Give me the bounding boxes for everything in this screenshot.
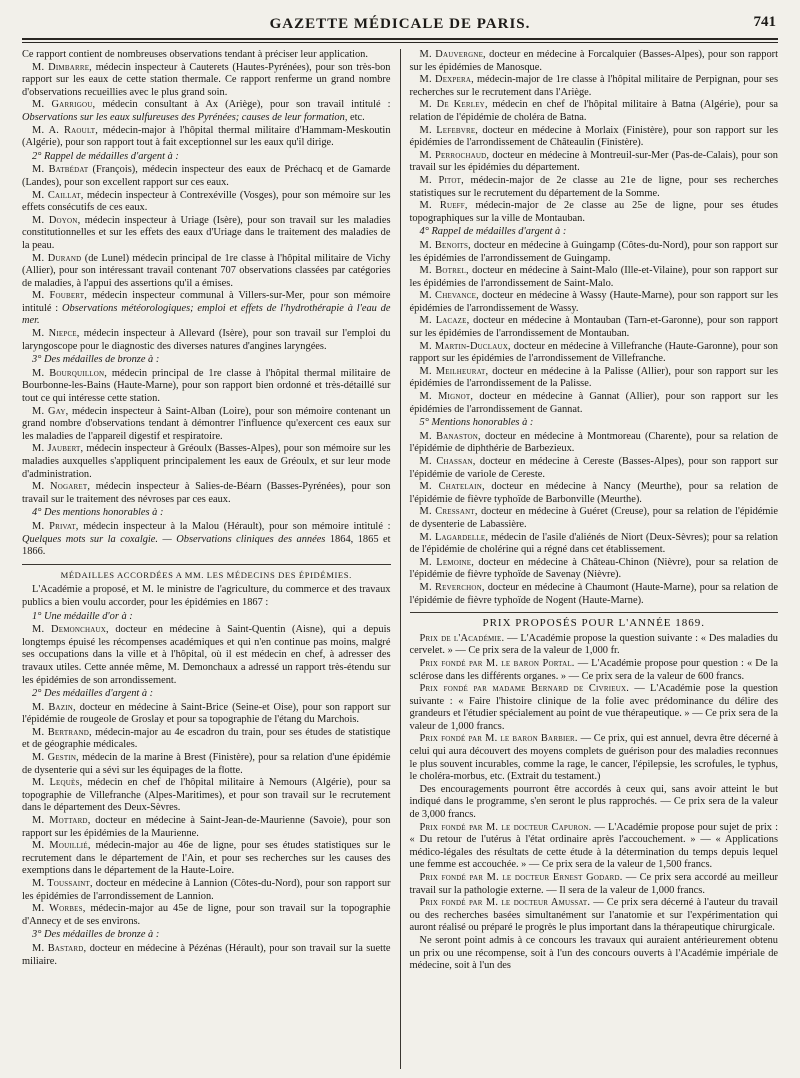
person-name: M. Dimbarre, (32, 61, 92, 73)
section-heading: MÉDAILLES ACCORDÉES A MM. LES MÉDECINS DES ÉPIDÉMIES. (60, 569, 352, 580)
award-text: (de Lunel) médecin principal de 1re classe à l'hôpital militaire de Vichy (Allier), pour son intéressant travail contenant 707 observations classées par catégories de maladies, à l'appui des assertions qu'il a émises. (22, 252, 391, 289)
award-entry (22, 903, 391, 928)
person-name: M. Mottard, (32, 815, 91, 827)
award-text: médecin-major de 2e classe au 25e de ligne, pour ses études topographiques sur la ville de Montauban. (409, 200, 778, 224)
award-text: docteur en médecine à Pézénas (Hérault), pour son travail sur la suette miliaire. (22, 942, 391, 967)
award-text: médecin inspecteur à Cauterets (Hautes-Pyrénées), pour son très-bon rapport sur les eaux de cette station thermale. Ce rapport renferme un grand nombre d'observations recueillies avec le plus grand soin. (22, 61, 391, 98)
award-entry (410, 557, 779, 582)
prize-entry (410, 872, 779, 897)
person-name: M. Lacaze, (419, 315, 470, 327)
person-name: M. Cressant, (419, 506, 478, 518)
award-entry (22, 727, 391, 752)
person-name: M. Garrigou, (32, 99, 96, 111)
person-name: M. Reverchon, (419, 581, 485, 593)
award-entry (410, 200, 779, 225)
award-text: médecin consultant à Ax (Ariège), pour son travail intitulé : (95, 99, 391, 111)
award-entry (22, 752, 391, 777)
award-text: docteur en médecine à Saint-Jean-de-Maurienne (Savoie), pour son rapport sur les épidémies de la Maurienne. (22, 815, 391, 839)
prize-text: — L'Académie propose la question suivante : « Des maladies du cervelet. » — Ce prix sera de la valeur de 1,000 fr. (409, 632, 778, 657)
award-text: docteur en médecine à Château-Chinon (Nièvre), pour sa relation de l'épidémie de fièvre typhoïde de Savenay (Nièvre). (409, 556, 778, 581)
prize-label: Prix fondé par M. le baron Portal. (419, 657, 575, 669)
award-text: médecin en chef de l'hôpital militaire à Batna (Algérie), pour sa relation de l'épidémie de choléra de Batna. (409, 99, 778, 123)
award-text: 1864, 1865 et 1866. (22, 533, 391, 558)
award-entry (410, 582, 779, 607)
text-columns (22, 49, 778, 1069)
award-text: docteur en médecine à la Palisse (Allier), pour son rapport sur les épidémies de l'arrondissement de la Palisse. (409, 365, 778, 390)
award-entry (410, 99, 779, 124)
award-entry (22, 777, 391, 815)
person-name: M. Meilheurat, (419, 365, 489, 377)
award-entry (410, 315, 779, 340)
prize-label: Prix fondé par madame Bernard de Civrieux. (419, 683, 630, 695)
person-name: M. Bertrand, (32, 726, 92, 738)
award-entry (22, 943, 391, 968)
subsection-heading: 4° Des mentions honorables à : (32, 507, 164, 519)
award-entry (410, 175, 779, 200)
award-entry (22, 406, 391, 444)
award-text: docteur en médecine à Saint-Quentin (Aisne), qui a depuis longtemps épuisé les récompenses académiques et qui n'en continue pas moins, malgré ses occupations dans la ville et à l'hôpital, où il est médecin en chef, à adresser des travaux utiles. Cette année même, M. Demonchaux a adressé un rapport très-étendu sur les épidémies de son arrondissement. (22, 624, 391, 686)
award-entry (22, 253, 391, 291)
award-text: médecin inspecteur à Contrexéville (Vosges), pour son mémoire sur les effets consécutifs de ces eaux. (22, 189, 391, 214)
person-name: M. Rueff, (419, 200, 468, 212)
award-text: médecin de la marine à Brest (Finistère), pour sa relation d'une épidémie de dysenterie qui a sévi sur les équipages de la flotte. (22, 752, 391, 776)
award-entry (410, 265, 779, 290)
work-title: Observations météorologiques; emploi et effets de l'hydrothérapie à l'eau de mer. (22, 302, 391, 327)
prize-entry (410, 658, 779, 683)
paragraph: Ce rapport contient de nombreuses observations tendant à préciser leur application. (22, 49, 368, 60)
person-name: M. Chassan, (419, 456, 476, 467)
award-text: docteur en médecine à Forcalquier (Basses-Alpes), pour son rapport sur les épidémies de Manosque. (409, 49, 778, 73)
prize-entry (410, 897, 779, 935)
award-entry (22, 443, 391, 481)
prize-text: — Ce prix sera décerné à l'auteur du travail ou des recherches basées simultanément sur l'anatomie et sur l'expérimentation qui auront réalisé ou préparé le progrès le plus important dans la thérapeutique chirurgicale. (409, 897, 778, 934)
award-entry (22, 99, 391, 124)
person-name: M. De Kerley, (419, 99, 488, 111)
award-entry (22, 62, 391, 100)
award-entry (410, 240, 779, 265)
work-title: Quelques mots sur la coxalgie. — Observations cliniques des années (22, 533, 326, 545)
person-name: M. Privat, (32, 520, 79, 532)
award-entry (22, 521, 391, 559)
subsection-heading: 3° Des médailles de bronze à : (32, 929, 160, 941)
award-text: docteur en médecine à Montauban (Tarn-et-Garonne), pour son rapport sur les épidémies de l'arrondissement de Montauban. (409, 315, 778, 340)
journal-title: GAZETTE MÉDICALE DE PARIS. (269, 16, 531, 32)
paragraph: L'Académie a proposé, et M. le ministre de l'agriculture, du commerce et des travaux publics a bien voulu accorder, pour les épidémies en 1867 : (22, 584, 391, 608)
award-entry (22, 290, 391, 328)
award-entry (410, 341, 779, 366)
award-text: docteur en médecine à Saint-Brice (Seine-et Oise), pour son rapport sur l'épidémie de rougeole de Groslay et pour sa topographie de l'étang du Marchois. (22, 701, 391, 726)
award-entry (22, 368, 391, 406)
award-entry (410, 74, 779, 99)
award-text: docteur en médecine à Lannion (Côtes-du-Nord), pour son rapport sur les épidémies de l'arrondissement de Lannion. (22, 878, 391, 902)
subsection-heading: 3° Des médailles de bronze à : (32, 354, 160, 366)
award-entry (410, 366, 779, 391)
person-name: M. Mignot, (419, 391, 474, 403)
award-entry (22, 125, 391, 150)
paragraph: Des encouragements pourront être accordés à ceux qui, sans avoir atteint le but indiqué dans le programme, s'en seront le plus rapprochés. — Ce prix sera de la valeur de 3,000 francs. (409, 783, 778, 821)
award-entry (22, 215, 391, 253)
person-name: M. Dexpera, (419, 74, 474, 86)
subsection-heading: 2° Des médailles d'argent à : (32, 688, 154, 700)
award-text: etc. (347, 111, 365, 123)
award-entry (410, 431, 779, 456)
award-entry (22, 878, 391, 903)
section-heading: PRIX PROPOSÉS POUR L'ANNÉE 1869. (482, 617, 706, 630)
award-entry (22, 840, 391, 878)
award-text: médecin-major au 46e de ligne, pour ses études statistiques sur le recrutement dans le département de l'Ain, et pour ses recherches sur les causes des exemptions dans le département de la Haute-Loire. (22, 840, 391, 877)
prize-entry (410, 733, 779, 783)
person-name: M. Toussaint, (32, 878, 93, 889)
person-name: M. Demonchaux, (32, 624, 109, 636)
award-text: médecin inspecteur à Uriage (Isère), pour son travail sur les maladies constitutionnelles et sur les effets des eaux d'Uriage dans le traitement des maladies de la peau. (22, 214, 391, 251)
prize-text: — L'Académie pose la question suivante : « Faire l'histoire clinique de la folie avec prédominance du délire des grandeurs et l'étudier spécialement au point de vue thérapeutique. » — Ce prix sera de la valeur de 1,000 francs. (409, 683, 778, 732)
award-entry (410, 150, 779, 175)
prize-label: Prix fondé par M. le docteur Capuron. (419, 821, 592, 833)
prize-entry (410, 683, 779, 733)
award-entry (410, 532, 779, 557)
person-name: M. Lagardelle, (419, 531, 489, 543)
award-text: médecin inspecteur à Gréoulx (Basses-Alpes), pour son mémoire sur les maladies auxquelles s'appliquent principalement les eaux de Gréoulx, et sur leur mode d'administration. (22, 443, 391, 480)
award-text: médecin inspecteur à la Malou (Hérault), pour son mémoire intitulé : (78, 520, 391, 532)
page-header (22, 14, 778, 40)
award-entry (22, 481, 391, 506)
award-entry (410, 456, 779, 481)
award-text: docteur en médecine à Wassy (Haute-Marne), pour son rapport sur les épidémies de l'arrondissement de Wassy. (409, 290, 778, 314)
person-name: M. Caillat, (32, 189, 84, 201)
person-name: M. Chevance, (419, 290, 479, 302)
section-divider (22, 564, 391, 565)
person-name: M. Bastard, (32, 942, 87, 954)
award-text: (François), médecin inspecteur des eaux de Préchacq et de Gamarde (Landes), pour son excellent rapport sur ces eaux. (22, 164, 391, 188)
award-text: médecin inspecteur à Allevard (Isère), pour son travail sur l'emploi du laryngoscope pour le diagnostic des diverses natures d'angines laryngées. (22, 328, 391, 352)
person-name: M. Chatelain, (419, 481, 485, 493)
subsection-heading: 1° Une médaille d'or à : (32, 610, 133, 622)
award-text: docteur en médecine à Chaumont (Haute-Marne), pour sa relation de l'épidémie de fièvre typhoïde de Nogent (Haute-Marne). (409, 581, 778, 606)
page-number: 741 (753, 14, 776, 30)
award-entry (22, 815, 391, 840)
subsection-heading: 2° Rappel de médailles d'argent à : (32, 150, 179, 162)
person-name: M. Pitot, (419, 174, 464, 186)
person-name: M. Lemoine, (419, 556, 475, 568)
award-entry (22, 624, 391, 687)
award-text: médecin-major à l'hôpital thermal militaire d'Hammam-Meskoutin (Algérie), pour son rapport tout à fait exceptionnel sur les eaux qu'il dirige. (22, 124, 391, 149)
person-name: M. Perrochaud, (419, 149, 490, 161)
person-name: M. Foubert, (32, 290, 88, 302)
award-entry (410, 506, 779, 531)
work-title: Observations sur les eaux sulfureuses des Pyrénées; causes de leur formation, (22, 111, 348, 123)
subsection-heading: 4° Rappel de médailles d'argent à : (419, 226, 567, 238)
award-text: médecin-major de 2e classe au 21e de ligne, pour ses recherches statistiques sur le recrutement du département de la Somme. (409, 174, 778, 199)
award-text: docteur en médecine à Montreuil-sur-Mer (Pas-de-Calais), pour son travail sur les épidémies du département. (409, 149, 778, 174)
prize-label: Prix fondé par M. le docteur Ernest Godard. (419, 872, 623, 883)
award-entry (22, 190, 391, 215)
award-text: docteur en médecine à Villefranche (Haute-Garonne), pour son rapport sur les épidémies de l'arrondissement de Villefranche. (409, 340, 778, 365)
prize-entry (410, 822, 779, 872)
award-text: docteur en médecine à Montmoreau (Charente), pour sa relation de l'épidémie de diphthérie de Barbezieux. (409, 430, 778, 455)
award-text: médecin de l'asile d'aliénés de Niort (Deux-Sèvres); pour sa relation de l'épidémie de cholérine qui a régné dans cet établissement. (409, 531, 778, 556)
person-name: M. Jaubert, (32, 443, 84, 455)
person-name: M. Lequès, (32, 777, 83, 789)
prize-label: Prix fondé par M. le docteur Amussat. (419, 897, 591, 909)
prize-text: — Ce prix sera accordé au meilleur travail sur la pathologie externe. — Il sera de la valeur de 1,000 francs. (409, 872, 778, 896)
section-divider (410, 612, 779, 613)
person-name: M. Doyon, (32, 214, 81, 226)
person-name: M. Gay, (32, 405, 69, 417)
person-name: M. Mouillié, (32, 840, 91, 852)
award-text: docteur en médecine à Cereste (Basses-Alpes), pour son rapport sur l'épidémie de variole de Cereste. (409, 456, 778, 480)
prize-entry (410, 633, 779, 658)
award-entry (410, 391, 779, 416)
award-entry (410, 49, 779, 74)
award-entry (22, 702, 391, 727)
person-name: M. Niepce, (32, 328, 80, 340)
person-name: M. Dauvergne, (419, 49, 486, 60)
person-name: M. Martin-Duclaux, (419, 340, 511, 352)
right-column (400, 49, 779, 1069)
left-column (22, 49, 400, 1069)
award-text: médecin-major au 4e escadron du train, pour ses études de statistique et de géographie médicales. (22, 726, 391, 751)
person-name: M. Lefebvre, (419, 124, 479, 136)
person-name: M. Benoits, (419, 239, 471, 251)
person-name: M. Bourquillon, (32, 367, 108, 379)
award-text: docteur en médecine à Gannat (Allier), pour son rapport sur les épidémies de l'arrondissement de Gannat. (409, 391, 778, 415)
person-name: M. Banaston, (419, 430, 481, 442)
award-text: médecin inspecteur communal à Villers-sur-Mer, pour son mémoire intitulé : (22, 290, 391, 314)
person-name: M. Gestin, (32, 752, 79, 764)
award-text: docteur en médecine à Morlaix (Finistère), pour son rapport sur les épidémies de l'arrondissement de Châteaulin (Finistère). (409, 124, 778, 149)
award-text: médecin inspecteur à Saint-Alban (Loire), pour son mémoire contenant un grand nombre d'observations tendant à démontrer l'influence qu'exercent ces eaux sur les maladies de l'appareil digestif et respiratoire. (22, 405, 391, 442)
award-text: médecin inspecteur à Salies-de-Béarn (Basses-Pyrénées), pour son travail sur le traitement des névroses par ces eaux. (22, 481, 391, 505)
award-text: médecin principal de 1re classe à l'hôpital thermal militaire de Bourbonne-les-Bains (Haute-Marne), pour son rapport bien ordonné et très-détaillé sur tout ce qui intéresse cette station. (22, 367, 391, 405)
person-name: M. Nogaret, (32, 481, 91, 493)
person-name: M. A. Raoult, (32, 124, 99, 136)
prize-text: — Ce prix, qui est annuel, devra être décerné à celui qui aura découvert des moyens complets de guérison pour des maladies reconnues le plus souvent incurables, comme la rage, le cancer, l'épilepsie, les scrofules, le typhus, le choléra-morbus, etc. (Extrait du testament.) (409, 733, 778, 783)
header-rule (22, 42, 778, 43)
prize-label: Prix de l'Académie. (419, 632, 505, 644)
award-entry (22, 164, 391, 189)
person-name: M. Botrel, (419, 265, 469, 277)
award-text: docteur en médecine à Nancy (Meurthe), pour sa relation de l'épidémie de fièvre typhoïde de Barbonville (Meurthe). (409, 481, 778, 505)
award-text: médecin-major au 45e de ligne, pour son travail sur la topographie d'Annecy et de ses environs. (22, 903, 391, 927)
award-entry (410, 125, 779, 150)
prize-text: — L'Académie propose pour sujet de prix : « Du retour de l'utérus à l'état ordinaire après l'accouchement. » — « Applications médico-légales des résultats de cette étude à la détermination du temps depuis lequel une femme est accouchée. » — Ce prix sera de la valeur de 1,500 francs. (409, 821, 778, 871)
person-name: M. Durand (32, 252, 82, 264)
person-name: M. Batbédat (32, 164, 89, 176)
award-text: docteur en médecine à Guingamp (Côtes-du-Nord), pour son rapport sur les épidémies de l'arrondissement de Guingamp. (409, 239, 778, 264)
paragraph: Ne seront point admis à ce concours les travaux qui auraient antérieurement obtenu un prix ou une récompense, soit à l'un des concours ouverts à l'Académie impériale de médecine, soit à l'un des (409, 934, 778, 972)
person-name: M. Bazin, (32, 701, 76, 713)
award-text: médecin en chef de l'hôpital militaire à Nemours (Algérie), pour sa topographie de Villefranche (Alpes-Maritimes), et pour son travail sur le recrutement dans le département des Deux-Sèvres. (22, 777, 391, 814)
award-text: docteur en médecine à Guéret (Creuse), pour sa relation de l'épidémie de dysenterie de Labassière. (409, 506, 778, 530)
subsection-heading: 5° Mentions honorables à : (419, 417, 534, 429)
prize-label: Prix fondé par M. le baron Barbier. (419, 733, 578, 745)
award-entry (410, 290, 779, 315)
award-text: docteur en médecine à Saint-Malo (Ille-et-Vilaine), pour son rapport sur les épidémies de l'arrondissement de Saint-Malo. (409, 265, 778, 289)
award-entry (22, 328, 391, 353)
person-name: M. Worbes, (32, 903, 86, 915)
prize-text: — L'Académie propose pour question : « De la sclérose dans les différents organes. » — Ce prix sera de la valeur de 600 francs. (409, 657, 778, 682)
award-entry (410, 481, 779, 506)
award-text: médecin-major de 1re classe à l'hôpital militaire de Perpignan, pour ses recherches sur le recrutement dans l'Ariège. (409, 74, 778, 98)
